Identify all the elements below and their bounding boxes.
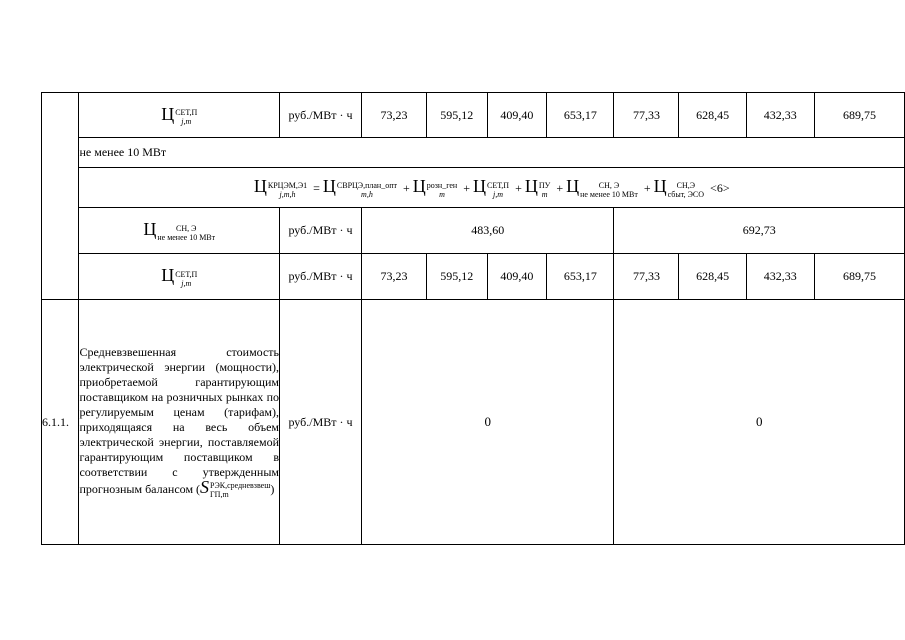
table-row [42,208,905,254]
value-cell: 432,33 [746,93,814,138]
value-cell: 689,75 [814,254,904,300]
value-cell: 483,60 [361,208,613,254]
value-cell: 689,75 [814,93,904,138]
value-cell: 653,17 [547,254,614,300]
tariff-table [41,92,905,545]
value-cell: 692,73 [614,208,905,254]
rate-symbol: Ц СЕТ,П j,m [79,254,280,300]
value-cell: 628,45 [679,93,746,138]
table-row [42,254,905,300]
table-row [42,93,905,138]
value-cell: 628,45 [679,254,746,300]
units-cell: руб./МВт · ч [280,300,362,545]
item-code: 6.1.1. [42,300,79,545]
formula: Ц КРЦЭМ,Э1 j,m,h = Ц СВРЦЭ,план_опт m,h + Ц розн_ген m + Ц СЕТ,П j,m + Ц ПУ m + Ц СН, Э не менее 10 МВт + Ц СН,Э сбыт, ЭСО <6> [79,168,905,208]
value-cell: 73,23 [361,93,426,138]
units-cell: руб./МВт · ч [280,254,362,300]
table-row [42,300,905,545]
rate-symbol: Ц СЕТ,П j,m [79,93,280,138]
cn-symbol: Ц СН, Э не менее 10 МВт [79,208,280,254]
code-cell-empty [42,93,79,300]
units-cell: руб./МВт · ч [280,208,362,254]
value-cell: 0 [614,300,905,545]
value-cell: 0 [361,300,613,545]
section-label: не менее 10 МВт [79,138,905,168]
value-cell: 595,12 [427,93,488,138]
item-description: Средневзвешенная стоимость электрической энергии (мощности), приобретаемой гарантирующим поставщиком на розничных рынках по регулируемым ценам (тарифам), приходящаяся на весь объем электрической энергии, поставляемой гарантирующим поставщиком в соответствии с утвержденным прогнозным балансом (S РЭК,средневзвеш ГП,m ) [79,300,280,545]
value-cell: 77,33 [614,93,679,138]
value-cell: 409,40 [487,93,547,138]
section-row [42,138,905,168]
value-cell: 409,40 [487,254,547,300]
value-cell: 595,12 [427,254,488,300]
formula-row [42,168,905,208]
value-cell: 432,33 [746,254,814,300]
value-cell: 73,23 [361,254,426,300]
units-cell: руб./МВт · ч [280,93,362,138]
value-cell: 653,17 [547,93,614,138]
value-cell: 77,33 [614,254,679,300]
